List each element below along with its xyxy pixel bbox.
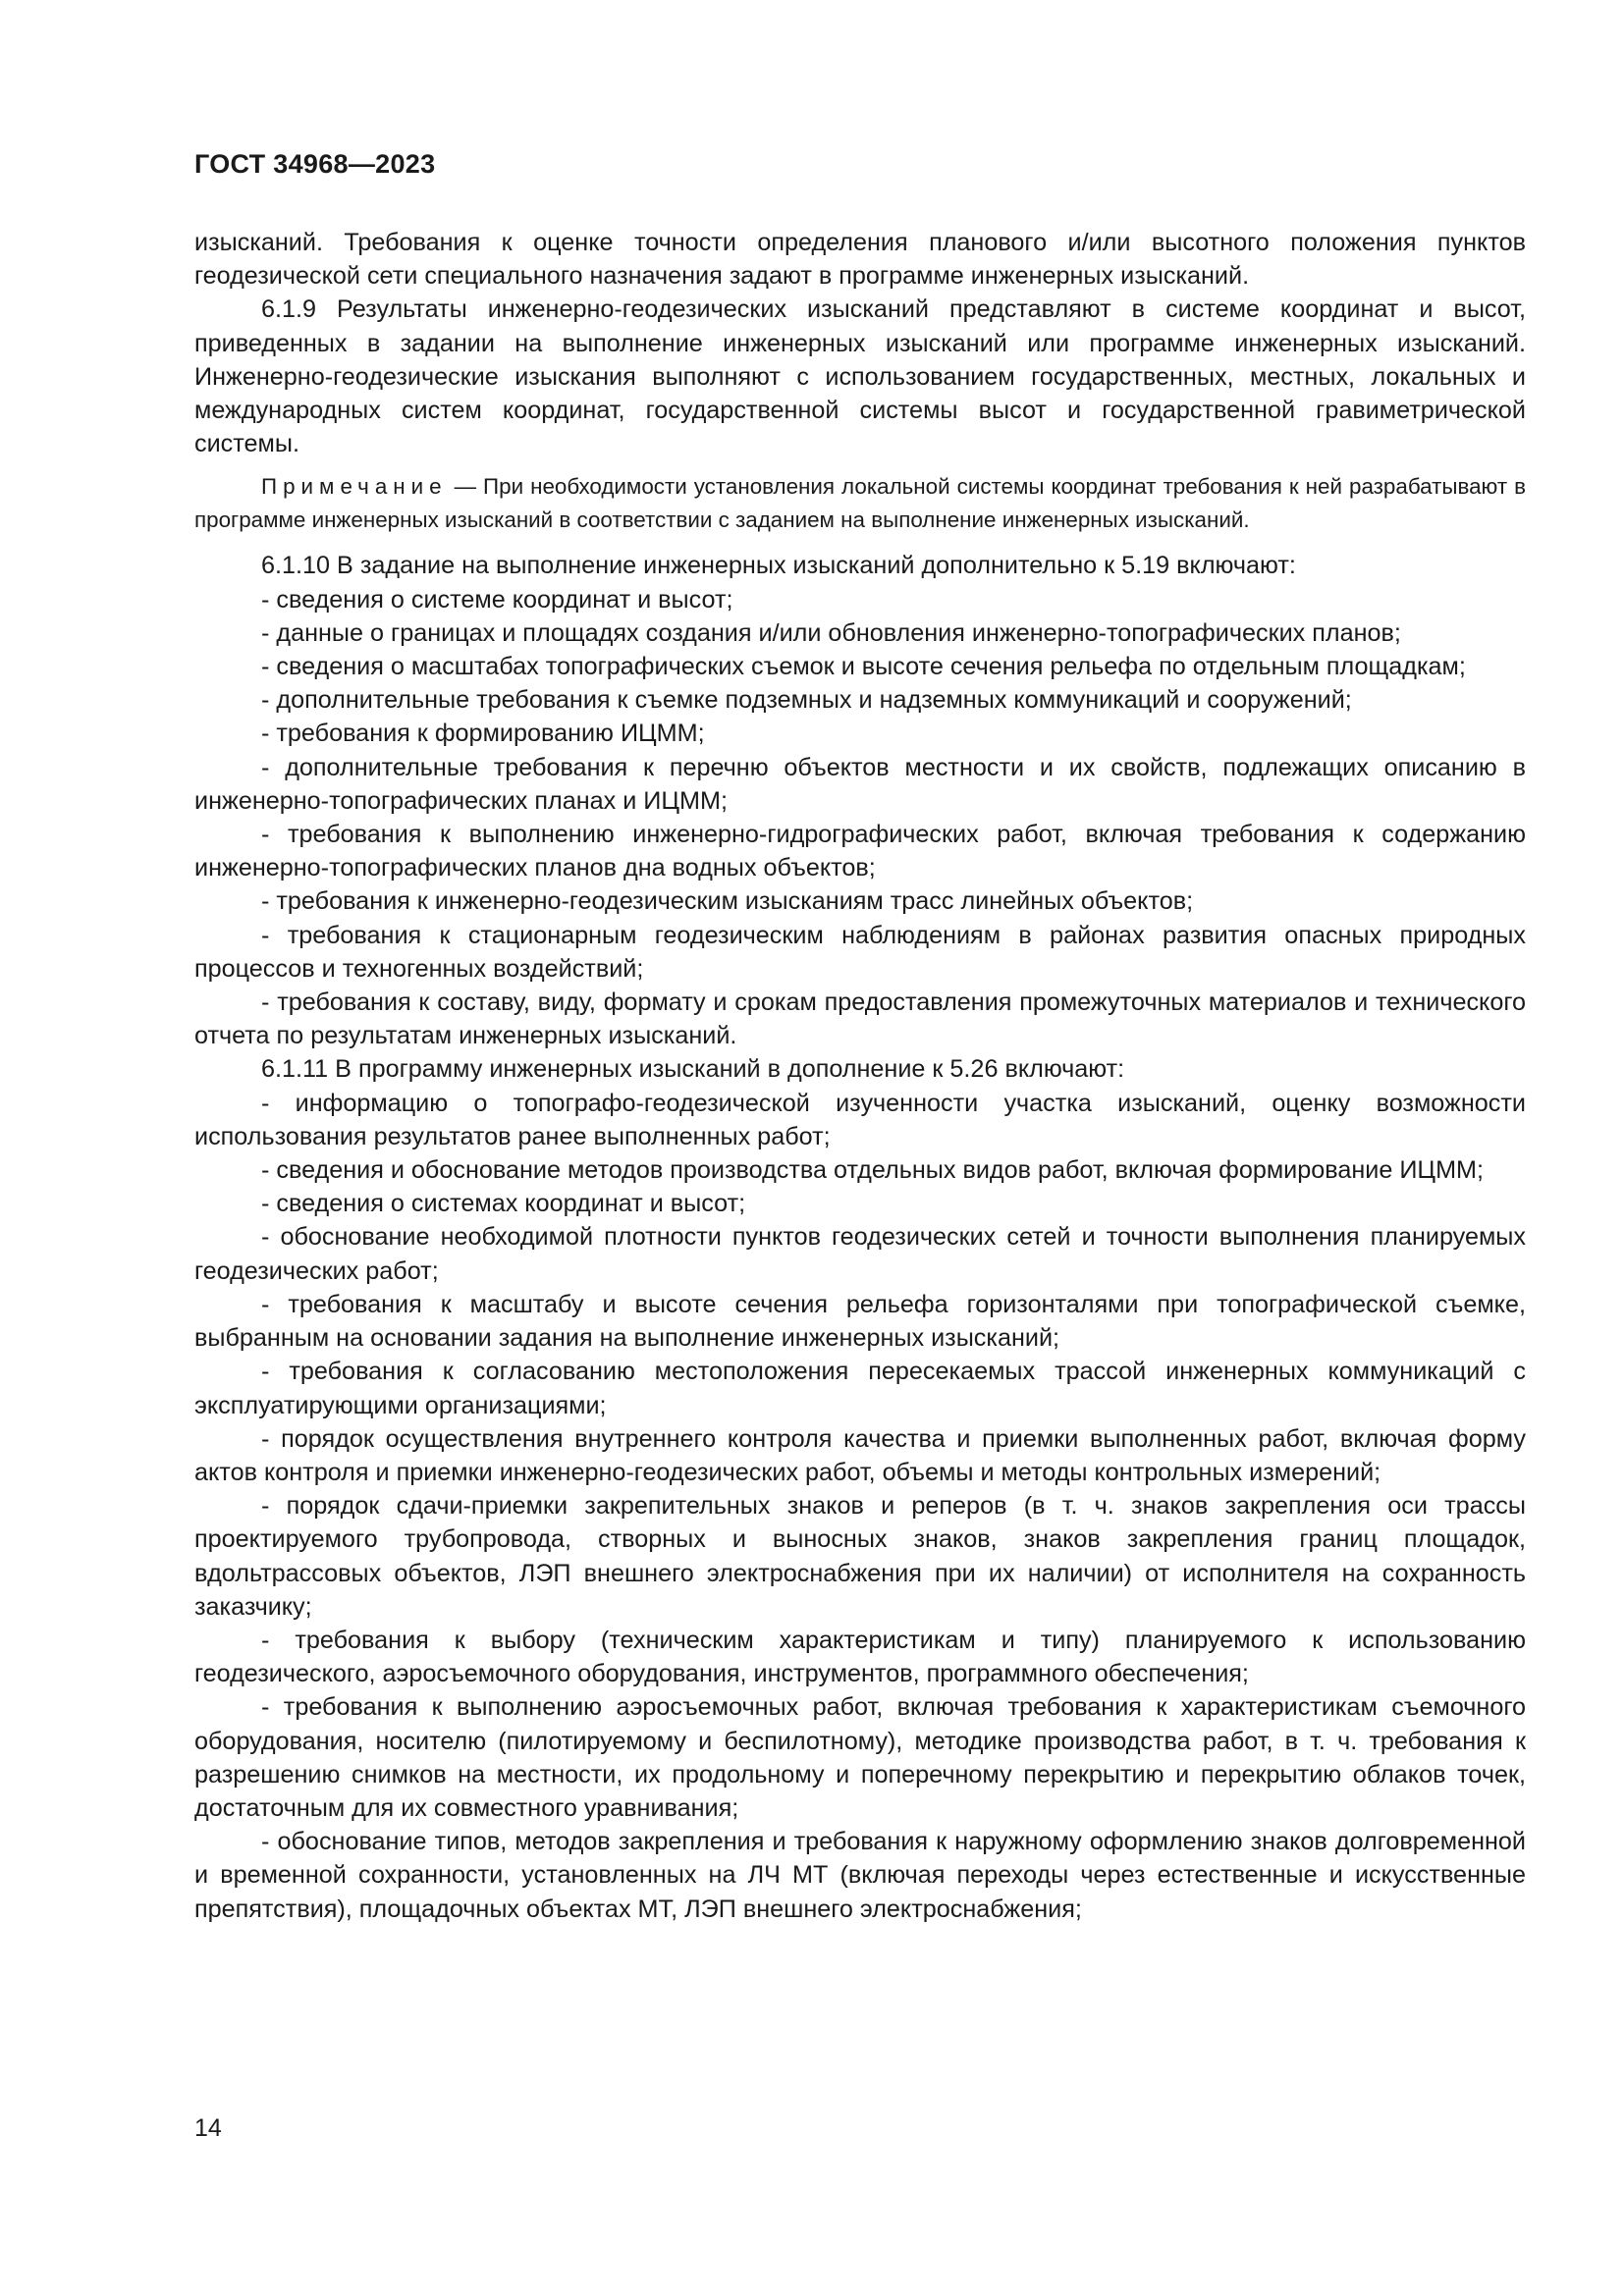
- note-paragraph: [194, 470, 1526, 537]
- list-item: - требования к составу, виду, формату и срокам предоставления промежуточных материалов и технического отчета по результатам инженерных изысканий.: [194, 988, 1526, 1050]
- list-item: - требования к согласованию местоположения пересекаемых трассой инженерных коммуникаций с эксплуатирующими организациями;: [194, 1358, 1526, 1419]
- list-item: - данные о границах и площадях создания и/или обновления инженерно-топографических планов;: [261, 618, 1401, 647]
- paragraph-6-1-9: 6.1.9 Результаты инженерно-геодезических изысканий представляют в системе координат и высот, приведенных в задании на выполнение инженерных изысканий или программе инженерных изысканий. Инженерно-геодезические изыскания выполняют с использованием государственных, местных, локальных и международных систем координат, государственной системы высот и государственной гравиметрической системы.: [194, 295, 1526, 458]
- list-item: - требования к стационарным геодезическим наблюдениям в районах развития опасных природных процессов и техногенных воздействий;: [194, 921, 1526, 983]
- list-item: - требования к выполнению аэросъемочных работ, включая требования к характеристикам съемочного оборудования, носителю (пилотируемому и беспилотному), методике производства работ, в т. ч. требования к разрешению снимков на местности, их продольному и поперечному перекрытию и перекрытию облаков точек, достаточным для их совместного уравнивания;: [194, 1693, 1526, 1822]
- list-item: - требования к выполнению инженерно-гидрографических работ, включая требования к содержанию инженерно-топографических планов дна водных объектов;: [194, 821, 1526, 882]
- list-item: - сведения о масштабах топографических съемок и высоте сечения рельефа по отдельным площадкам;: [261, 653, 1466, 681]
- list-item: - дополнительные требования к перечню объектов местности и их свойств, подлежащих описанию в инженерно-топографических планах и ИЦММ;: [194, 753, 1526, 815]
- document-body: [194, 226, 1526, 1926]
- page-number: 14: [194, 2114, 222, 2142]
- list-item: - требования к масштабу и высоте сечения рельефа горизонталями при топографической съемке, выбранным на основании задания на выполнение инженерных изысканий;: [194, 1290, 1526, 1353]
- document-header-code: ГОСТ 34968—2023: [194, 149, 436, 179]
- list-item: - порядок осуществления внутреннего контроля качества и приемки выполненных работ, включая форму актов контроля и приемки инженерно-геодезических работ, объемы и методы контрольных измерений;: [194, 1424, 1526, 1486]
- list-item: - обоснование необходимой плотности пунктов геодезических сетей и точности выполнения планируемых геодезических работ;: [194, 1223, 1526, 1285]
- note-label: Примечание: [261, 474, 448, 500]
- list-item: - сведения о системах координат и высот;: [261, 1190, 746, 1218]
- list-item: - информацию о топографо-геодезической изученности участка изысканий, оценку возможности использования результатов ранее выполненных работ;: [194, 1089, 1526, 1150]
- section-6-1-10-intro: 6.1.10 В задание на выполнение инженерных изысканий дополнительно к 5.19 включают:: [261, 552, 1296, 580]
- list-item: - дополнительные требования к съемке подземных и надземных коммуникаций и сооружений;: [261, 686, 1352, 715]
- list-item: - сведения и обоснование методов производства отдельных видов работ, включая формирование ИЦММ;: [261, 1156, 1485, 1185]
- list-item: - обоснование типов, методов закрепления и требования к наружному оформлению знаков долговременной и временной сохранности, установленных на ЛЧ МТ (включая переходы через естественные и искусственные препятствия), площадочных объектах МТ, ЛЭП внешнего электроснабжения;: [194, 1828, 1526, 1923]
- list-item: - требования к выбору (техническим характеристикам и типу) планируемого к использованию геодезического, аэросъемочного оборудования, инструментов, программного обеспечения;: [194, 1626, 1526, 1688]
- list-item: - сведения о системе координат и высот;: [261, 585, 733, 614]
- note-text: — При необходимости установления локальной системы координат требования к ней разрабатывают в программе инженерных изысканий в соответствии с заданием на выполнение инженерных изысканий.: [194, 474, 1526, 533]
- list-item: - порядок сдачи-приемки закрепительных знаков и реперов (в т. ч. знаков закрепления оси трассы проектируемого трубопровода, створных и выносных знаков, знаков закрепления границ площадок, вдольтрассовых объектов, ЛЭП внешнего электроснабжения при их наличии) от исполнителя на сохранность заказчику;: [194, 1492, 1526, 1621]
- paragraph-continuation: изысканий. Требования к оценке точности определения планового и/или высотного положения пунктов геодезической сети специального назначения задают в программе инженерных изысканий.: [194, 229, 1526, 291]
- section-6-1-11-intro: 6.1.11 В программу инженерных изысканий в дополнение к 5.26 включают:: [261, 1055, 1125, 1084]
- list-item: - требования к формированию ИЦММ;: [261, 720, 705, 748]
- list-item: - требования к инженерно-геодезическим изысканиям трасс линейных объектов;: [261, 887, 1194, 916]
